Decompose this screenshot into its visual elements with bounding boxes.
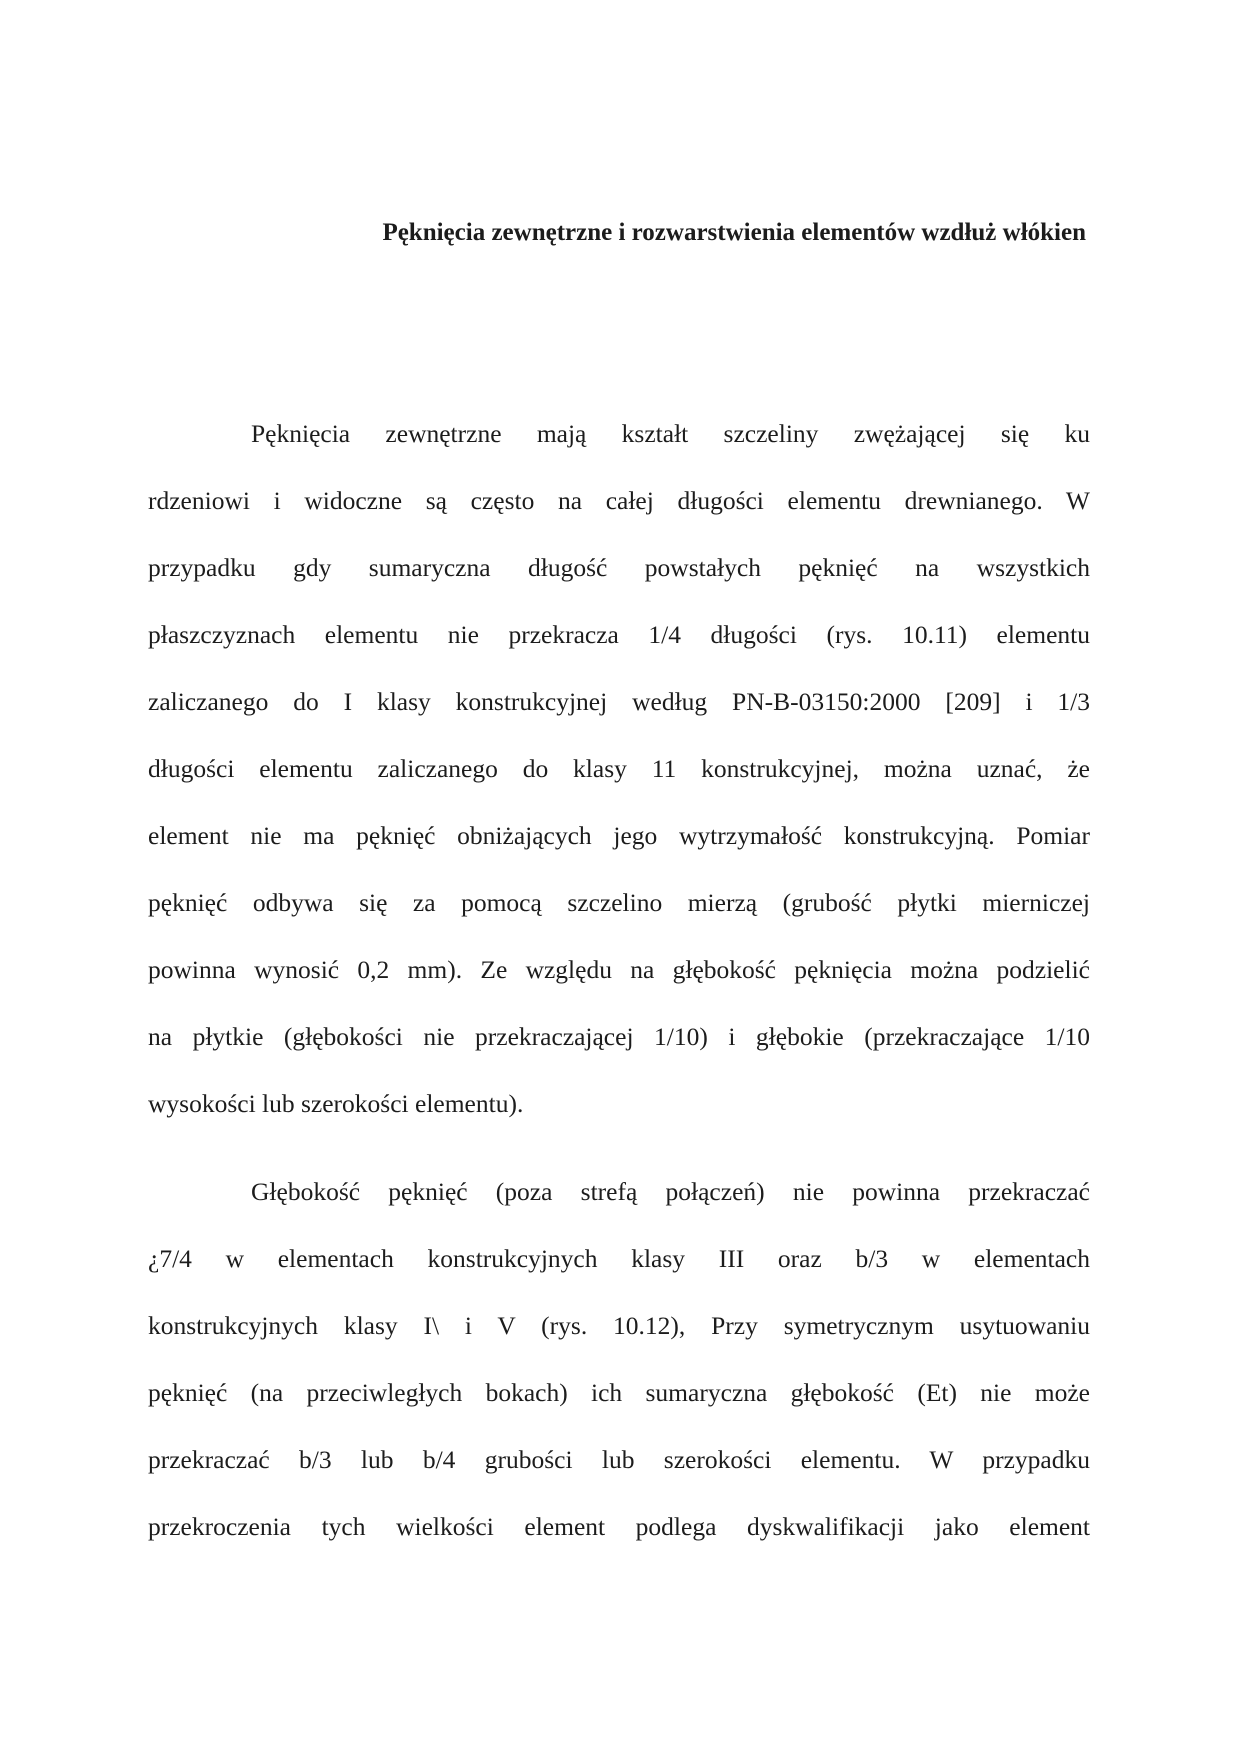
paragraph-2-line-4: pęknięć (na przeciwległych bokach) ich sumaryczna głębokość (Et) nie może [148, 1378, 1090, 1407]
paragraph-1-line-5: zaliczanego do I klasy konstrukcyjnej według PN-B-03150:2000 [209] i 1/3 [148, 687, 1090, 716]
document-title [148, 214, 1090, 252]
paragraph-2-line-1: Głębokość pęknięć (poza strefą połączeń) nie powinna przekraczać [251, 1177, 1090, 1206]
paragraph-1-line-2: rdzeniowi i widoczne są często na całej długości elementu drewnianego. W [148, 486, 1090, 515]
paragraph-1-line-1: Pęknięcia zewnętrzne mają kształt szczeliny zwężającej się ku [251, 419, 1090, 448]
paragraph-2-line-6: przekroczenia tych wielkości element podlega dyskwalifikacji jako element [148, 1512, 1090, 1541]
paragraph-1-line-3: przypadku gdy sumaryczna długość powstałych pęknięć na wszystkich [148, 553, 1090, 582]
paragraph-1-line-8: pęknięć odbywa się za pomocą szczelino mierzą (grubość płytki mierniczej [148, 888, 1090, 917]
paragraph-1-line-7: element nie ma pęknięć obniżających jego wytrzymałość konstrukcyjną. Pomiar [148, 821, 1090, 850]
paragraph-1-line-9: powinna wynosić 0,2 mm). Ze względu na głębokość pęknięcia można podzielić [148, 955, 1090, 984]
paragraph-1-line-11: wysokości lub szerokości elementu). [148, 1089, 524, 1118]
paragraph-1-line-6: długości elementu zaliczanego do klasy 11 konstrukcyjnej, można uznać, że [148, 754, 1090, 783]
document-title-text: Pęknięcia zewnętrzne i rozwarstwienia elementów wzdłuż włókien [382, 219, 1086, 246]
paragraph-1-line-10: na płytkie (głębokości nie przekraczającej 1/10) i głębokie (przekraczające 1/10 [148, 1022, 1090, 1051]
paragraph-1-line-4: płaszczyznach elementu nie przekracza 1/4 długości (rys. 10.11) elementu [148, 620, 1090, 649]
paragraph-2-line-3: konstrukcyjnych klasy I\ i V (rys. 10.12), Przy symetrycznym usytuowaniu [148, 1311, 1090, 1340]
paragraph-2-line-2: ¿7/4 w elementach konstrukcyjnych klasy III oraz b/3 w elementach [148, 1244, 1090, 1273]
paragraph-2-line-5: przekraczać b/3 lub b/4 grubości lub szerokości elementu. W przypadku [148, 1445, 1090, 1474]
